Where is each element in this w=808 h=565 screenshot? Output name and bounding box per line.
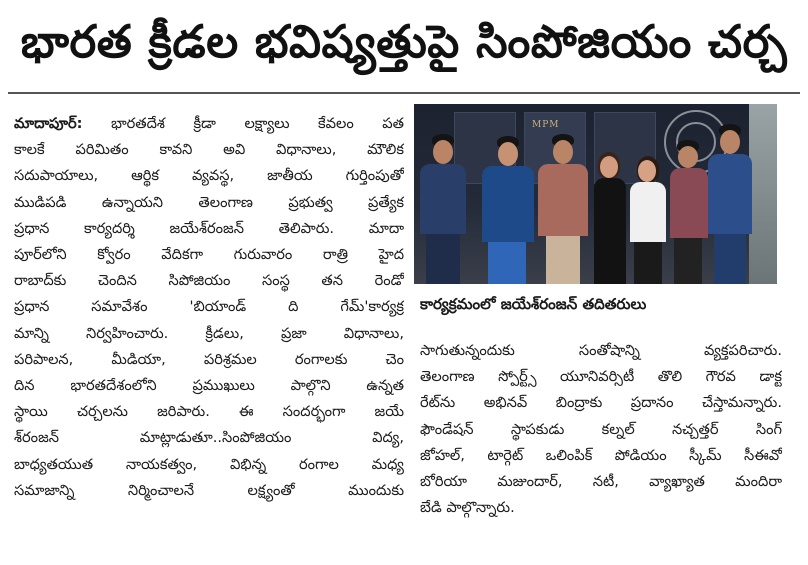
article-line: శ్‌రంజన్ మాట్లాడుతూ..సింపోజియం విద్య, [14, 429, 404, 447]
article-line: సాగుతున్నందుకు సంతోషాన్ని వ్యక్తపరిచారు. [420, 342, 782, 359]
article-line: జోహల్, టార్గెట్ ఒలింపిక్ పోడియం స్కీమ్ సీఈవో [420, 446, 782, 464]
headline: భారత క్రీడల భవిష్యత్తుపై సింపోజియం చర్చ [20, 15, 788, 68]
headline-divider [8, 92, 800, 94]
article-column-left [14, 111, 404, 504]
article-line: బేడి పాల్గొన్నారు. [420, 499, 515, 517]
person [626, 156, 670, 284]
article-line: స్థాయి చర్చలను జరిపారు. ఈ సందర్భంగా జయే [14, 403, 404, 421]
dateline: మాదాపూర్: [14, 115, 83, 132]
article-line: ముడిపడి ఉన్నాయని తెలంగాణ ప్రభుత్వ ప్రత్యేక [14, 193, 404, 211]
article-line: ఫౌండేషన్ స్థాపకుడు కల్నల్ నచ్చత్తర్ సింగ్ [420, 420, 782, 438]
article-line: తెలంగాణ స్పోర్ట్స్ యూనివర్సిటీ తొలి గౌరవ డాక్ట [420, 368, 782, 386]
article-column-right [420, 338, 782, 521]
article-line: ప్రధాన సమావేశం 'బియాండ్ ది గేమ్'కార్యక్ర [14, 298, 404, 316]
photo-caption: కార్యక్రమంలో జయేశ్‌రంజన్ తదితరులు [420, 295, 647, 313]
article-line: పరిపాలన, మీడియా, పరిశ్రమల రంగాలకు చెం [14, 350, 404, 368]
backdrop-logo: MPM [532, 120, 560, 130]
person [416, 134, 468, 284]
article-line: మాన్ని నిర్వహించారు. క్రీడలు, ప్రజా విధానాలు, [14, 324, 404, 342]
person [666, 140, 710, 284]
article-line: పూర్‌లోని క్వోరం వేదికగా గురువారం రాత్రి హైద [14, 246, 404, 264]
person [706, 124, 754, 284]
person [534, 134, 590, 284]
article-line: సమాజాన్ని నిర్మించాలనే లక్ష్యంతో ముందుకు [14, 481, 404, 499]
article-line: కాలకే పరిమితం కావని అవి విధానాలు, మౌలిక [14, 141, 404, 159]
article-line: బోరియా మజుందార్, నటీ, వ్యాఖ్యాత మందిరా [420, 473, 782, 491]
article-line: దిన భారతదేశంలోని ప్రముఖులు పాల్గొని ఉన్నత [14, 377, 404, 395]
person [478, 136, 536, 284]
article-line: రాబాద్‌కు చెందిన సిపోజియం సంస్థ తన రెండో [14, 272, 404, 290]
article-line: ప్రధాన కార్యదర్శి జయేశ్‌రంజన్ తెలిపారు. మాదా [14, 219, 404, 237]
article-line: సదుపాయాలు, ఆర్థిక వ్యవస్థ, జాతీయ గుర్తింపుతో [14, 167, 404, 185]
event-photo [414, 104, 777, 284]
person [590, 152, 628, 284]
article-line: రేట్‌ను అభినవ్ బింద్రాకు ప్రదానం చేస్తామన్నారు. [420, 394, 782, 412]
article-line: మాదాపూర్: భారతదేశ క్రీడా లక్ష్యాలు కేవలం పత [14, 115, 404, 132]
article-line: బాధ్యతయుత నాయకత్వం, విభిన్న రంగాల మధ్య [14, 455, 404, 473]
